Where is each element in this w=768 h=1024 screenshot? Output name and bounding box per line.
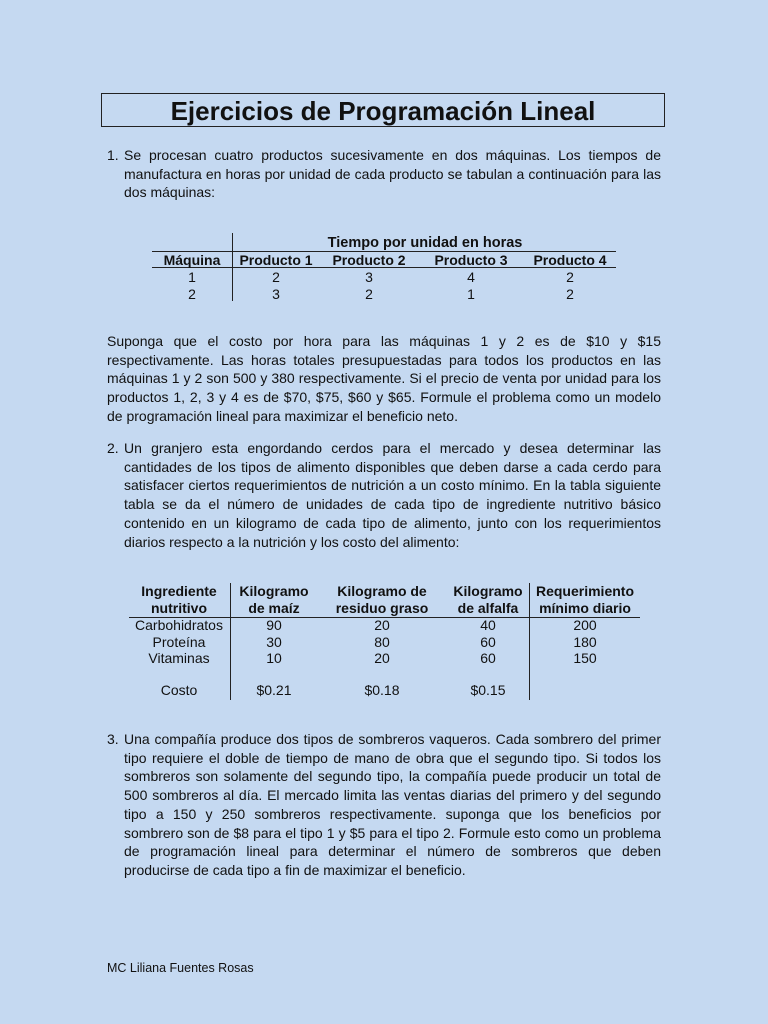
table-cell: 2 <box>566 269 574 285</box>
table-header: Requerimiento mínimo diario <box>535 583 634 616</box>
table-cell: 40 <box>480 617 496 633</box>
table-header: Producto 4 <box>533 252 607 268</box>
table-header: Kilogramo de alfalfa <box>453 583 523 616</box>
table-cell: Costo <box>160 682 198 698</box>
table-cell: 1 <box>188 269 196 285</box>
table-cell: 20 <box>374 650 390 666</box>
table-cell: 2 <box>188 286 196 302</box>
problem-1-intro: Se procesan cuatro productos sucesivamente en dos máquinas. Los tiempos de manufactura en horas por unidad de cada producto se tabulan a continuación para las dos máquinas: <box>124 147 661 201</box>
table-cell: 2 <box>272 269 280 285</box>
table-cell: $0.21 <box>256 682 292 698</box>
table-cell: 200 <box>573 617 597 633</box>
table-header: Kilogramo de maíz <box>239 583 309 616</box>
table-cell: 4 <box>467 269 475 285</box>
problem-3-number: 3. <box>107 731 119 747</box>
problem-2-intro: Un granjero esta engordando cerdos para el mercado y desea determinar las cantidades de los tipos de alimento disponibles que deben darse a cada cerdo para satisfacer ciertos requerimientos de nutrición a un costo mínimo. En la tabla siguiente tabla se da el número de unidades de cada tipo de ingrediente nutritivo básico contenido en un kilogramo de cada tipo de alimento, junto con los requerimientos diarios respecto a la nutrición y los costo del alimento: <box>124 440 661 550</box>
problem-1-number: 1. <box>107 147 119 163</box>
table-header: Producto 1 <box>239 252 313 268</box>
table-cell: 90 <box>266 617 282 633</box>
problem-3-text: Una compañía produce dos tipos de sombreros vaqueros. Cada sombrero del primer tipo requiere el doble de tiempo de mano de obra que el segundo tipo. Si todos los sombreros son solamente del segundo tipo, la compañía puede producir un total de 500 sombreros al día. El mercado limita las ventas diarias del primero y del segundo tipo a 150 y 250 sombreros respectivamente. suponga que los beneficios por sombrero son de $8 para el tipo 1 y $5 para el tipo 2. Formule esto como un problema de programación lineal para determinar el número de sombreros que deben producirse de cada tipo a fin de maximizar el beneficio. <box>124 731 661 878</box>
table-header: Producto 2 <box>332 252 406 268</box>
table-span-header: Tiempo por unidad en horas <box>327 235 523 251</box>
table-cell: 2 <box>365 286 373 302</box>
table-cell: 150 <box>573 650 597 666</box>
table-cell: 2 <box>566 286 574 302</box>
page-title: Ejercicios de Programación Lineal <box>170 96 596 126</box>
table-cell: 180 <box>573 634 597 650</box>
table-cell: Carbohidratos <box>135 617 223 633</box>
table-cell: Proteína <box>152 634 206 650</box>
table-cell: 3 <box>272 286 280 302</box>
problem-2-number: 2. <box>107 440 119 456</box>
footer-author: MC Liliana Fuentes Rosas <box>107 961 254 975</box>
table-cell: Vitaminas <box>148 650 210 666</box>
problem-1-followup: Suponga que el costo por hora para las máquinas 1 y 2 es de $10 y $15 respectivamente. Las horas totales presupuestadas para todos los productos en las máquinas 1 y 2 son 500 y 380 respectivamente. Si el precio de venta por unidad para los productos 1, 2, 3 y 4 es de $70, $75, $60 y $65. Formule el problema como un modelo de programación lineal para maximizar el beneficio neto. <box>107 333 661 424</box>
table-cell: 60 <box>480 634 496 650</box>
table-header: Ingrediente nutritivo <box>141 583 217 616</box>
table-cell: 30 <box>266 634 282 650</box>
table-cell: 80 <box>374 634 390 650</box>
table-cell: 10 <box>266 650 282 666</box>
table-cell: 1 <box>467 286 475 302</box>
table-cell: 20 <box>374 617 390 633</box>
table-header: Kilogramo de residuo graso <box>335 583 429 616</box>
title-box <box>101 93 665 127</box>
table-header: Producto 3 <box>434 252 508 268</box>
table-cell: 3 <box>365 269 373 285</box>
table-cell: 60 <box>480 650 496 666</box>
table-cell: $0.15 <box>470 682 506 698</box>
table-header: Máquina <box>163 252 221 268</box>
table-cell: $0.18 <box>364 682 400 698</box>
